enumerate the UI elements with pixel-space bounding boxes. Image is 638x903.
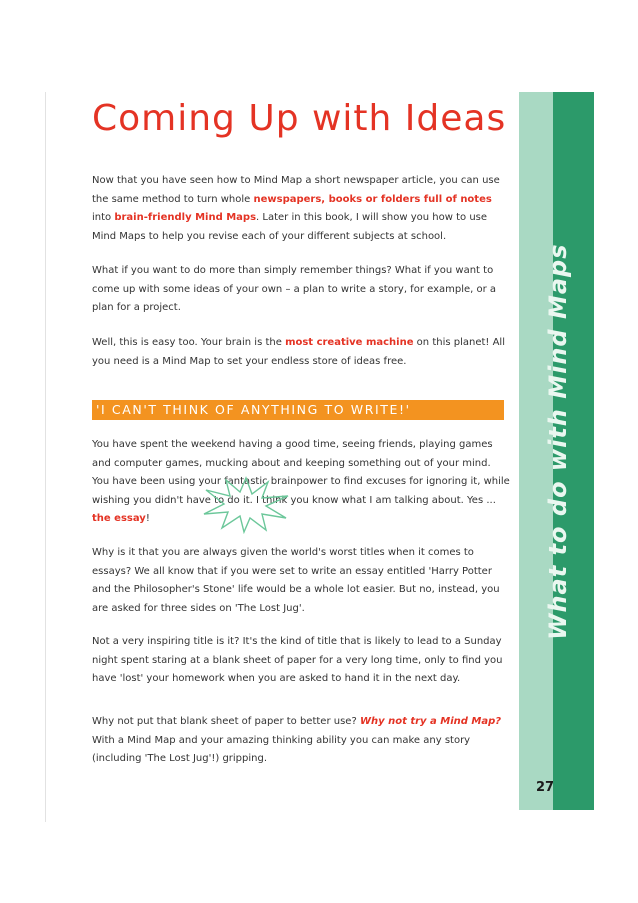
starburst-icon	[200, 474, 292, 534]
section-heading-banner	[92, 400, 504, 420]
highlight-try-mind-map: Why not try a Mind Map?	[359, 716, 502, 727]
paragraph-mind-map: Why not put that blank sheet of paper to better use? Why not try a Mind Map? With a Mind Map and your amazing thinking ability you can make any story (including 'The Lost Jug'!) gripping.	[92, 716, 502, 764]
highlight-creative-machine: most creative machine	[285, 337, 414, 348]
chapter-title: What to do with Mind Maps	[544, 243, 572, 640]
highlight-newspapers: newspapers, books or folders full of notes	[253, 193, 492, 205]
paragraph-intro: Now that you have seen how to Mind Map a short newspaper article, you can use the same method to turn whole newspapers, books or folders full of notes into brain-friendly Mind Maps. Later in this book, I will show you how to use Mind Maps to help you revise each of your different subjects at school.	[92, 175, 500, 242]
paragraph-lost-jug: Not a very inspiring title is it? It's the kind of title that is likely to lead to a Sunday night spent staring at a blank sheet of paper for a very long time, only to find you have 'lost' your homework when you are asked to hand it in the next day.	[92, 636, 503, 684]
paragraph-titles: Why is it that you are always given the world's worst titles when it comes to essays? We all know that if you were set to write an essay entitled 'Harry Potter and the Philosopher's Stone' life would be a whole lot easier. But no, instead, you are asked for three sides on 'The Lost Jug'.	[92, 547, 500, 614]
page-title: Coming Up with Ideas	[92, 98, 507, 139]
paragraph-creative: Well, this is easy too. Your brain is the most creative machine on this planet! All you need is a Mind Map to set your endless store of ideas free.	[92, 337, 505, 367]
page-edge	[45, 92, 46, 822]
highlight-mind-maps: brain-friendly Mind Maps	[114, 212, 257, 223]
paragraph-ideas: What if you want to do more than simply remember things? What if you want to come up with some ideas of your own – a plan to write a story, for example, or a plan for a project.	[92, 265, 497, 313]
page-number: 27	[536, 780, 555, 795]
paragraph-weekend: You have spent the weekend having a good time, seeing friends, playing games and computer games, mucking about and keeping something out of your mind. You have been using your fantastic brainpower to find excuses for ignoring it, while wishing you didn't have to do it. I think you know what I am talking about. Yes ... the essay!	[92, 439, 510, 524]
section-heading: 'I CAN'T THINK OF ANYTHING TO WRITE!'	[96, 402, 411, 417]
highlight-the-essay: the essay	[92, 513, 146, 524]
